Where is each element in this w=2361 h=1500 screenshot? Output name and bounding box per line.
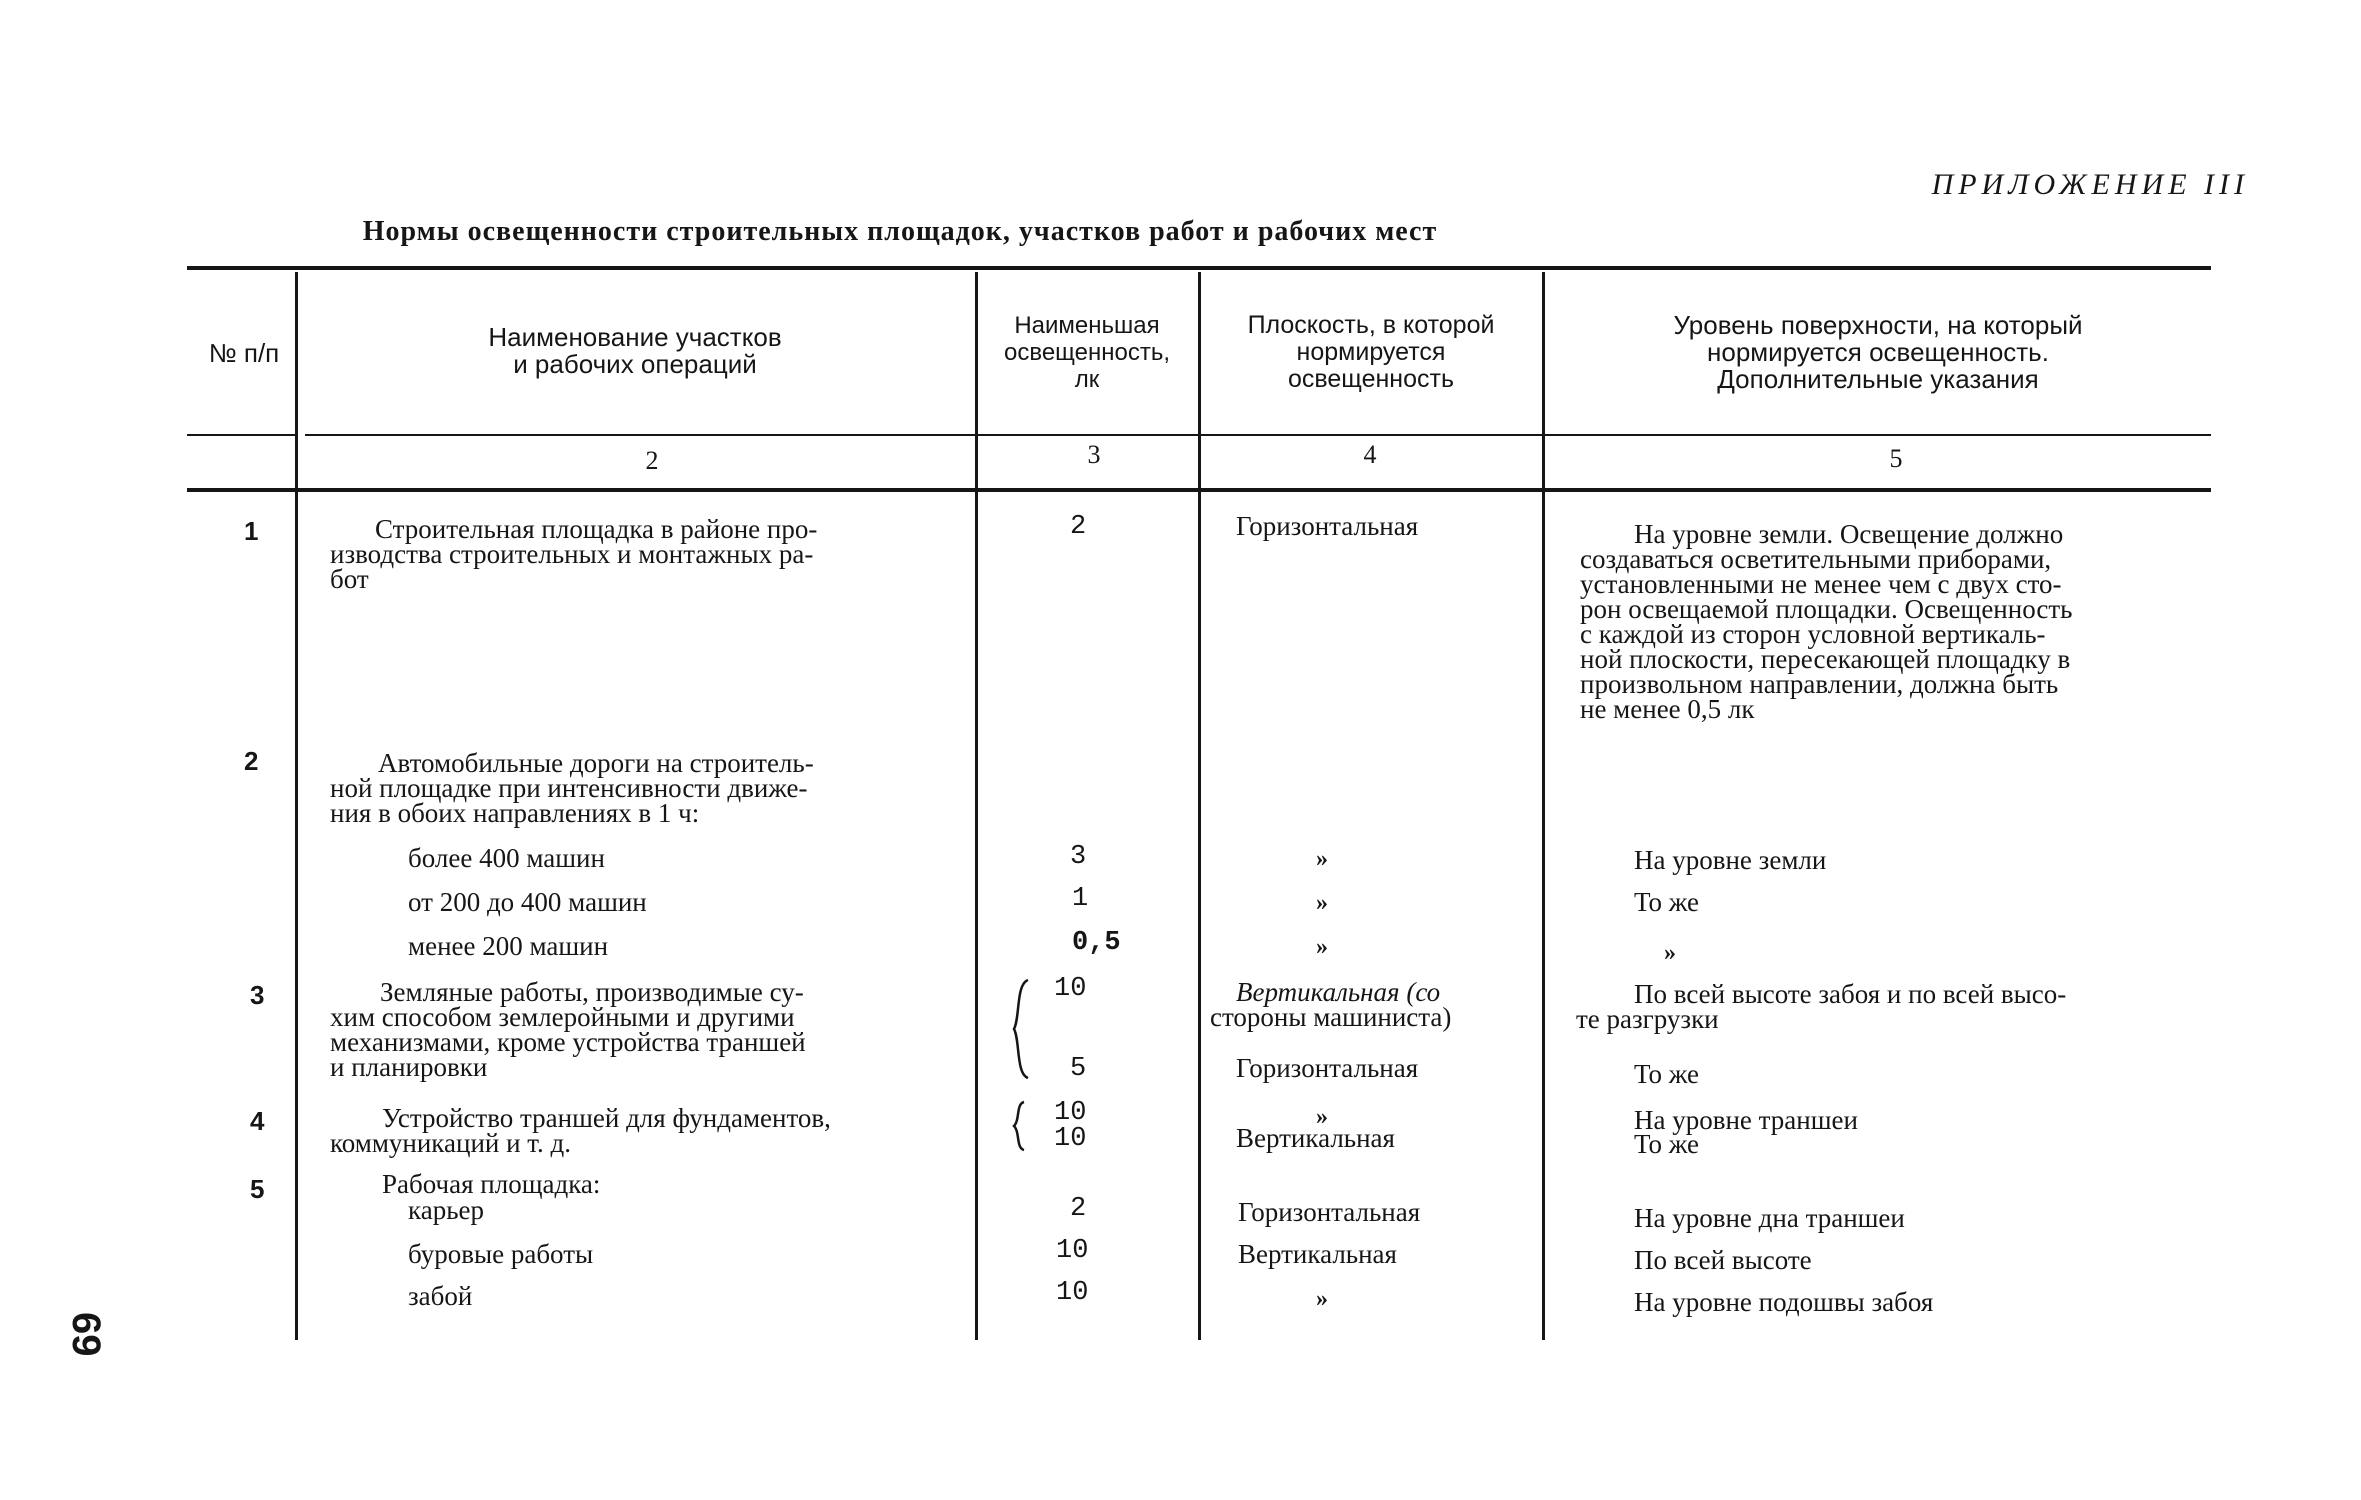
- row-4-plane-a: »: [1316, 1104, 1328, 1130]
- row-3-name: Земляные работы, производимые су- хим способом землеройными и другими механизмами, кроме устройства траншей и планировки: [330, 977, 806, 1082]
- header-col-number: № п/п: [208, 338, 280, 368]
- row-5-number: 5: [250, 1174, 265, 1204]
- top-rule: [187, 266, 2211, 270]
- row-2-sub-3-name: менее 200 машин: [408, 931, 609, 961]
- row-3-note-b: То же: [1634, 1059, 1699, 1089]
- row-4-plane-b: Вертикальная: [1236, 1123, 1395, 1153]
- column-number-4: 4: [1363, 440, 1377, 469]
- row-5-sub-1-name: карьер: [408, 1195, 484, 1225]
- header-divider: [305, 434, 2211, 436]
- row-4-number: 4: [250, 1106, 265, 1136]
- row-2-sub-1-plane: »: [1316, 846, 1328, 872]
- row-1-lux: 2: [1070, 512, 1087, 542]
- column-divider-4: [1542, 272, 1545, 1340]
- header-col-name: Наименование участков и рабочих операций: [488, 322, 782, 379]
- row-5-sub-3-name: забой: [408, 1281, 473, 1311]
- row-2-sub-1-name: более 400 машин: [408, 843, 605, 873]
- row-5-sub-2-name: буровые работы: [408, 1239, 594, 1269]
- column-number-2: 2: [645, 446, 659, 475]
- row-4-note-a: На уровне траншеи: [1634, 1105, 1858, 1135]
- row-2-name: Автомобильные дороги на строитель- ной площадке при интенсивности движе- ния в обоих направлениях в 1 ч:: [330, 748, 814, 828]
- appendix-label: ПРИЛОЖЕНИЕ III: [1931, 168, 2249, 201]
- page-number: 69: [64, 1312, 108, 1357]
- row-1-note: На уровне земли. Освещение должно создаваться осветительными приборами, установленными не менее чем с двух сто- рон освещаемой площадки. Освещенность с каждой из сторон условной вертикаль- ной плоскости, пересекающей площадку в произвольном направлении, должна быть не менее 0,5 лк: [1580, 519, 2073, 724]
- row-2-sub-2-plane: »: [1316, 890, 1328, 916]
- row-3-plane-a-line-1: Вертикальная (со: [1236, 977, 1441, 1007]
- row-3-brace-icon: [1006, 978, 1036, 1080]
- row-5-name: Рабочая площадка:: [382, 1169, 601, 1199]
- header-col-plane: Плоскость, в которой нормируется освещенность: [1247, 311, 1495, 393]
- row-1-number: 1: [244, 516, 259, 546]
- row-3-lux-a: 10: [1054, 974, 1087, 1004]
- row-4-name: Устройство траншей для фундаментов, коммуникаций и т. д.: [330, 1103, 831, 1158]
- row-4-lux-a: 10: [1054, 1098, 1087, 1128]
- column-number-5: 5: [1889, 444, 1903, 473]
- row-5-sub-1-note: На уровне дна траншеи: [1634, 1203, 1905, 1233]
- row-2-sub-2-lux: 1: [1072, 884, 1089, 914]
- row-2-sub-2-name: от 200 до 400 машин: [408, 887, 647, 917]
- row-2-number: 2: [244, 746, 259, 776]
- row-5-sub-1-plane: Горизонтальная: [1238, 1197, 1421, 1227]
- row-1-plane: Горизонтальная: [1236, 511, 1419, 541]
- row-4-note-b: То же: [1634, 1129, 1699, 1159]
- row-1-name: Строительная площадка в районе про- изводства строительных и монтажных ра- бот: [330, 514, 818, 594]
- row-5-sub-2-plane: Вертикальная: [1238, 1239, 1397, 1269]
- header-divider-left: [187, 434, 297, 436]
- row-5-sub-3-plane: »: [1316, 1286, 1328, 1312]
- column-divider-3: [1198, 272, 1201, 1340]
- row-2-sub-3-plane: »: [1316, 934, 1328, 960]
- row-5-sub-2-note: По всей высоте: [1634, 1245, 1812, 1275]
- header-col-level: Уровень поверхности, на который нормируется освещенность. Дополнительные указания: [1673, 310, 2083, 394]
- header-col-lux: Наименьшая освещенность, лк: [1003, 312, 1171, 393]
- row-3-plane-a-line-2: стороны машиниста): [1210, 1002, 1452, 1032]
- row-3-lux-b: 5: [1070, 1054, 1087, 1084]
- row-2-sub-1-note: На уровне земли: [1634, 845, 1827, 875]
- row-2-sub-2-note: То же: [1634, 887, 1699, 917]
- row-2-sub-3-note: »: [1664, 940, 1676, 966]
- row-3-number: 3: [250, 980, 265, 1010]
- row-2-sub-3-lux: 0,5: [1072, 928, 1121, 958]
- column-number-3: 3: [1087, 440, 1101, 469]
- column-divider-1: [295, 272, 298, 1340]
- row-5-sub-1-lux: 2: [1070, 1194, 1087, 1224]
- row-5-sub-3-note: На уровне подошвы забоя: [1634, 1287, 1934, 1317]
- row-3-note-a: По всей высоте забоя и по всей высо- те разгрузки: [1576, 979, 2067, 1034]
- row-2-sub-1-lux: 3: [1070, 842, 1087, 872]
- column-divider-2: [975, 272, 978, 1340]
- row-3-plane-b: Горизонтальная: [1236, 1053, 1419, 1083]
- row-4-brace-icon: [1010, 1100, 1030, 1152]
- row-3-plane-a: [1210, 977, 1452, 1032]
- row-4-lux-b: 10: [1054, 1124, 1087, 1154]
- table-title: Нормы освещенности строительных площадок, участков работ и рабочих мест: [362, 216, 1438, 247]
- row-5-sub-3-lux: 10: [1056, 1278, 1089, 1308]
- row-5-sub-2-lux: 10: [1056, 1236, 1089, 1266]
